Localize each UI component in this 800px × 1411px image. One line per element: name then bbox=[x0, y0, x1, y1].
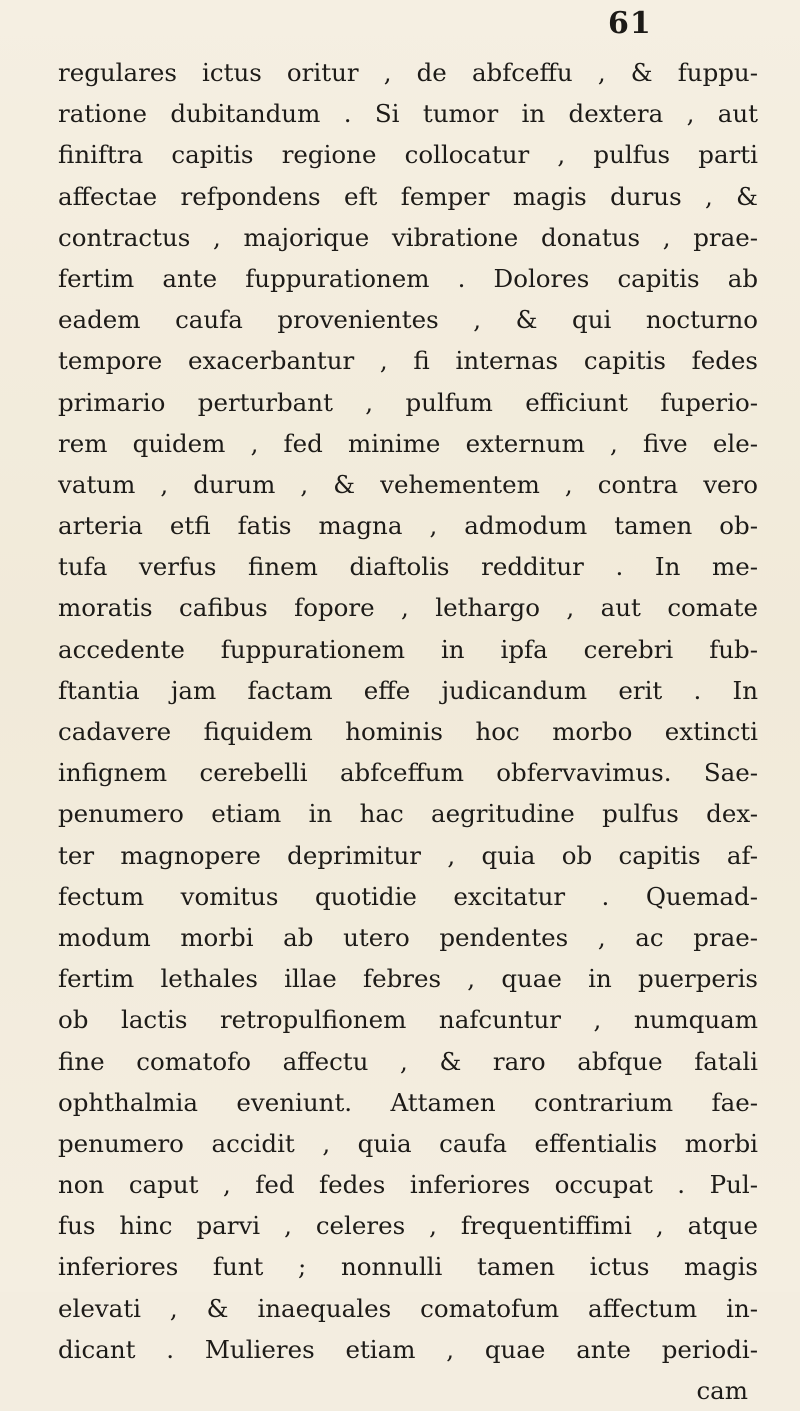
text-line: penumero etiam in hac aegritudine pulfus dex- bbox=[58, 799, 758, 829]
text-line: accedente fuppurationem in ipfa cerebri fub- bbox=[58, 634, 758, 664]
text-line: dicant . Mulieres etiam , quae ante periodi- bbox=[58, 1334, 758, 1364]
text-line: fertim lethales illae febres , quae in puerperis bbox=[58, 964, 758, 994]
text-line: arteria etfi fatis magna , admodum tamen ob- bbox=[58, 511, 758, 541]
text-line: fertim ante fuppurationem . Dolores capitis ab bbox=[58, 263, 758, 293]
text-line: cadavere fiquidem hominis hoc morbo extincti bbox=[58, 717, 758, 746]
text-line: ratione dubitandum . Si tumor in dextera , aut bbox=[58, 99, 758, 129]
text-line: elevati , & inaequales comatofum affectum in- bbox=[58, 1293, 758, 1323]
text-line: vatum , durum , & vehementem , contra vero bbox=[58, 469, 758, 499]
text-line: inferiores funt ; nonnulli tamen ictus magis bbox=[58, 1252, 758, 1282]
text-line: finiftra capitis regione collocatur , pulfus parti bbox=[58, 140, 758, 170]
text-line: fectum vomitus quotidie excitatur . Quemad- bbox=[58, 881, 758, 911]
text-line: modum morbi ab utero pendentes , ac prae- bbox=[58, 922, 758, 952]
text-line: ob lactis retropulfionem nafcuntur , numquam bbox=[58, 1005, 758, 1035]
text-line: fine comatofo affectu , & raro abfque fatali bbox=[58, 1046, 758, 1076]
text-line: affectae refpondens eft femper magis durus , & bbox=[58, 181, 758, 211]
text-line: infignem cerebelli abfceffum obfervavimus. Sae- bbox=[58, 758, 758, 788]
text-line: ftantia jam factam effe judicandum erit . In bbox=[58, 675, 758, 705]
text-line: regulares ictus oritur , de abfceffu , & fuppu- bbox=[58, 58, 758, 87]
text-line: ter magnopere deprimitur , quia ob capitis af- bbox=[58, 840, 758, 870]
text-line: moratis cafibus fopore , lethargo , aut comate bbox=[58, 593, 758, 623]
text-line: eadem caufa provenientes , & qui nocturno bbox=[58, 305, 758, 335]
text-line: tempore exacerbantur , fi internas capitis fedes bbox=[58, 346, 758, 376]
catchword: cam bbox=[696, 1376, 748, 1405]
text-line: fus hinc parvi , celeres , frequentiffimi , atque bbox=[58, 1211, 758, 1241]
text-line: penumero accidit , quia caufa effentialis morbi bbox=[58, 1128, 758, 1158]
body-text bbox=[58, 52, 758, 1411]
text-line: rem quidem , fed minime externum , five ele- bbox=[58, 428, 758, 458]
text-line: ophthalmia eveniunt. Attamen contrarium fae- bbox=[58, 1087, 758, 1117]
text-line: non caput , fed fedes inferiores occupat . Pul- bbox=[58, 1170, 758, 1200]
page-number: 61 bbox=[608, 6, 652, 41]
text-line: primario perturbant , pulfum efficiunt fuperio- bbox=[58, 387, 758, 417]
text-line: tufa verfus finem diaftolis redditur . In me- bbox=[58, 552, 758, 582]
text-line: contractus , majorique vibratione donatus , prae- bbox=[58, 222, 758, 252]
